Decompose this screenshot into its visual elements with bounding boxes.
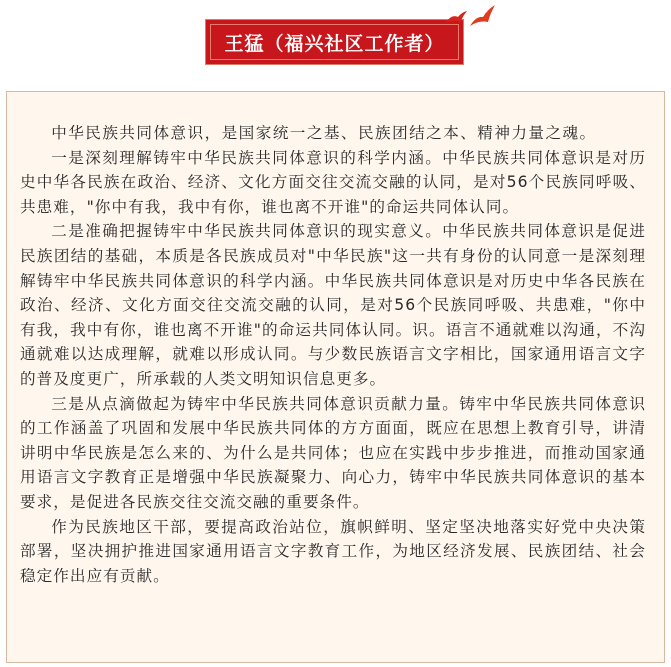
paragraph-intro: 中华民族共同体意识，是国家统一之基、民族团结之本、精神力量之魂。 [51,124,597,142]
title-banner [205,19,464,65]
paragraph-point-1: 一是深刻理解铸牢中华民族共同体意识的科学内涵。中华民族共同体意识是对历史中华各民族在政治、经济、文化方面交往交流交融的认同，是对56个民族同呼吸、共患难，"你中有我，我中有你，谁也离不开谁"的命运共同体认同。 [20,148,646,216]
paragraph-point-2: 二是准确把握铸牢中华民族共同体意识的现实意义。中华民族共同体意识是促进民族团结的基础，本质是各民族成员对"中华民族"这一共有身份的认同意一是深刻理解铸牢中华民族共同体意识的科学内涵。中华民族共同体意识是对历史中华各民族在政治、经济、文化方面交往交流交融的认同，是对56个民族同呼吸、共患难，"你中有我，我中有你，谁也离不开谁"的命运共同体认同。识。语言不通就难以沟通，不沟通就难以达成理解，就难以形成认同。与少数民族语言文字相比，国家通用语言文字的普及度更广，所承载的人类文明知识信息更多。 [20,222,646,388]
flying-birds-icon [440,2,500,36]
header [0,0,671,75]
paragraph-conclusion: 作为民族地区干部，要提高政治站位，旗帜鲜明、坚定坚决地落实好党中央决策部署，坚决拥护推进国家通用语言文字教育工作，为地区经济发展、民族团结、社会稳定作出应有贡献。 [20,517,646,585]
paragraph-point-3: 三是从点滴做起为铸牢中华民族共同体意识贡献力量。铸牢中华民族共同体意识的工作涵盖了巩固和发展中华民族共同体的方方面面，既应在思想上教育引导，讲清讲明中华民族是怎么来的、为什么是共同体；也应在实践中步步推进，而推动国家通用语言文字教育正是增强中华民族凝聚力、向心力，铸牢中华民族共同体意识的基本要求，是促进各民族交往交流交融的重要条件。 [20,394,646,511]
page-title: 王猛（福兴社区工作者） [224,32,445,55]
article-box [6,91,665,663]
